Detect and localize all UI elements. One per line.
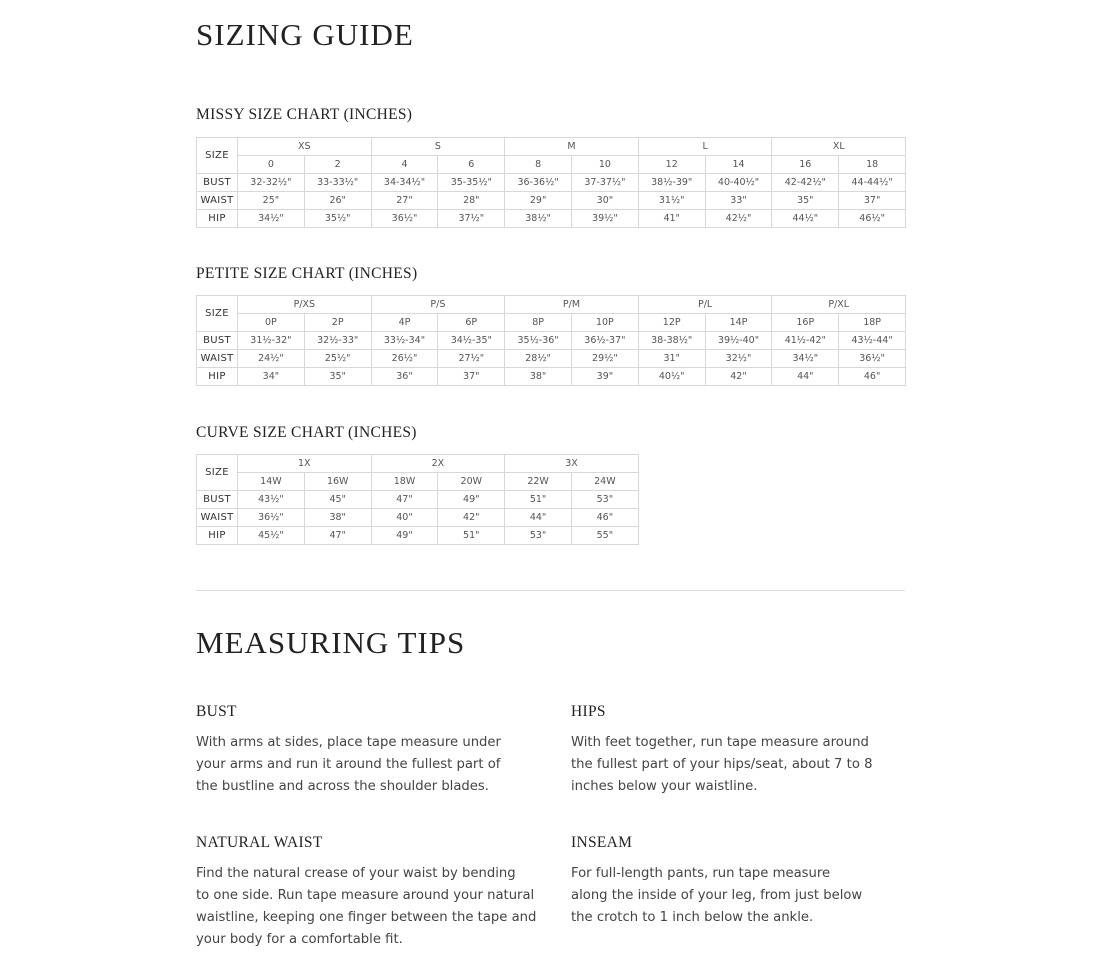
size-group-cell: 3X: [505, 455, 639, 473]
measurement-cell: 40-40½": [705, 174, 772, 192]
section-divider: [196, 590, 905, 591]
measurement-cell: 36": [371, 368, 438, 386]
curve-size-table: [196, 454, 639, 545]
measurement-cell: 28½": [505, 350, 572, 368]
size-number-cell: 12: [638, 156, 705, 174]
tip-text-inseam: [571, 863, 911, 929]
measurement-cell: 36½": [839, 350, 906, 368]
size-number-row: [197, 473, 639, 491]
measurement-cell: 35-35½": [438, 174, 505, 192]
measurement-cell: 40": [371, 509, 438, 527]
size-header: SIZE: [197, 138, 238, 174]
size-number-cell: 6: [438, 156, 505, 174]
size-number-cell: 8P: [505, 314, 572, 332]
tip-title-inseam: INSEAM: [571, 834, 633, 851]
size-number-cell: 14W: [238, 473, 305, 491]
measurement-cell: 32½": [705, 350, 772, 368]
measurement-row: [197, 174, 906, 192]
tip-text-natural-waist: [196, 863, 556, 951]
measurement-cell: 45": [304, 491, 371, 509]
tip-line: your arms and run it around the fullest part of: [196, 757, 501, 772]
curve-chart-title: CURVE SIZE CHART (INCHES): [196, 424, 417, 441]
measurement-cell: 44": [772, 368, 839, 386]
measurement-cell: 44-44½": [839, 174, 906, 192]
measurement-cell: 25": [238, 192, 305, 210]
tip-title-hips: HIPS: [571, 703, 606, 720]
measurement-cell: 29½": [571, 350, 638, 368]
measurement-label: BUST: [197, 332, 238, 350]
measurement-cell: 34½-35": [438, 332, 505, 350]
measurement-label: BUST: [197, 491, 238, 509]
measurement-cell: 38": [505, 368, 572, 386]
size-number-cell: 12P: [638, 314, 705, 332]
tip-title-natural-waist: NATURAL WAIST: [196, 834, 323, 851]
tip-line: the bustline and across the shoulder blades.: [196, 779, 489, 794]
size-number-row: [197, 156, 906, 174]
measurement-row: [197, 210, 906, 228]
size-number-cell: 24W: [571, 473, 638, 491]
measurement-cell: 35": [304, 368, 371, 386]
size-number-cell: 4: [371, 156, 438, 174]
measuring-tips-title: MEASURING TIPS: [196, 625, 466, 660]
tip-line: the crotch to 1 inch below the ankle.: [571, 910, 814, 925]
measurement-cell: 41": [638, 210, 705, 228]
size-group-row: [197, 296, 906, 314]
measurement-cell: 40½": [638, 368, 705, 386]
measurement-cell: 25½": [304, 350, 371, 368]
measurement-cell: 36½": [238, 509, 305, 527]
measurement-cell: 43½-44": [839, 332, 906, 350]
measurement-row: [197, 350, 906, 368]
size-number-cell: 10: [572, 156, 639, 174]
size-header: SIZE: [197, 455, 238, 491]
measurement-cell: 33": [705, 192, 772, 210]
tip-line: your body for a comfortable fit.: [196, 932, 403, 947]
tip-text-bust: [196, 732, 536, 798]
measurement-cell: 38-38½": [638, 332, 705, 350]
size-number-row: [197, 314, 906, 332]
measurement-cell: 39½-40": [705, 332, 772, 350]
size-number-cell: 22W: [505, 473, 572, 491]
measurement-label: BUST: [197, 174, 238, 192]
size-number-cell: 16: [772, 156, 839, 174]
measurement-row: [197, 527, 639, 545]
measurement-cell: 26½": [371, 350, 438, 368]
measurement-cell: 49": [371, 527, 438, 545]
size-number-cell: 18P: [839, 314, 906, 332]
measurement-cell: 31½": [638, 192, 705, 210]
measurement-cell: 34-34½": [371, 174, 438, 192]
size-number-cell: 8: [505, 156, 572, 174]
measurement-label: HIP: [197, 210, 238, 228]
measurement-label: HIP: [197, 527, 238, 545]
measurement-cell: 39½": [572, 210, 639, 228]
measurement-cell: 37": [438, 368, 505, 386]
size-number-cell: 20W: [438, 473, 505, 491]
measurement-row: [197, 491, 639, 509]
measurement-cell: 45½": [238, 527, 305, 545]
measurement-label: WAIST: [197, 350, 238, 368]
measurement-cell: 36-36½": [505, 174, 572, 192]
measurement-row: [197, 509, 639, 527]
size-number-cell: 4P: [371, 314, 438, 332]
measurement-cell: 46": [839, 368, 906, 386]
petite-chart-title: PETITE SIZE CHART (INCHES): [196, 265, 418, 282]
size-group-cell: P/M: [505, 296, 639, 314]
measurement-label: WAIST: [197, 509, 238, 527]
missy-chart-title: MISSY SIZE CHART (INCHES): [196, 106, 413, 123]
measurement-cell: 32-32½": [238, 174, 305, 192]
size-group-cell: 2X: [371, 455, 505, 473]
size-number-cell: 16P: [772, 314, 839, 332]
tip-line: Find the natural crease of your waist by bending: [196, 866, 516, 881]
size-number-cell: 0: [238, 156, 305, 174]
size-group-row: [197, 455, 639, 473]
size-group-cell: P/L: [638, 296, 772, 314]
measurement-cell: 35": [772, 192, 839, 210]
measurement-cell: 42": [438, 509, 505, 527]
measurement-cell: 28": [438, 192, 505, 210]
size-header: SIZE: [197, 296, 238, 332]
measurement-cell: 34": [238, 368, 305, 386]
measurement-cell: 46": [571, 509, 638, 527]
measurement-cell: 35½-36": [505, 332, 572, 350]
size-number-cell: 14: [705, 156, 772, 174]
size-group-cell: M: [505, 138, 639, 156]
measurement-cell: 32½-33": [304, 332, 371, 350]
measurement-row: [197, 368, 906, 386]
tip-line: With arms at sides, place tape measure under: [196, 735, 501, 750]
size-group-cell: XL: [772, 138, 906, 156]
measurement-cell: 55": [571, 527, 638, 545]
tip-line: the fullest part of your hips/seat, about 7 to 8: [571, 757, 873, 772]
measurement-cell: 33½-34": [371, 332, 438, 350]
measurement-cell: 42-42½": [772, 174, 839, 192]
measurement-cell: 26": [304, 192, 371, 210]
measurement-cell: 37": [839, 192, 906, 210]
measurement-cell: 44": [505, 509, 572, 527]
size-number-cell: 6P: [438, 314, 505, 332]
measurement-cell: 24½": [238, 350, 305, 368]
measurement-row: [197, 332, 906, 350]
page-title: SIZING GUIDE: [196, 17, 414, 52]
size-number-cell: 14P: [705, 314, 772, 332]
measurement-label: WAIST: [197, 192, 238, 210]
size-group-cell: P/XS: [238, 296, 372, 314]
measurement-cell: 51": [505, 491, 572, 509]
measurement-cell: 34½": [238, 210, 305, 228]
measurement-cell: 43½": [238, 491, 305, 509]
measurement-cell: 42½": [705, 210, 772, 228]
measurement-cell: 46½": [839, 210, 906, 228]
measurement-cell: 47": [371, 491, 438, 509]
measurement-label: HIP: [197, 368, 238, 386]
measurement-cell: 42": [705, 368, 772, 386]
tip-line: With feet together, run tape measure around: [571, 735, 869, 750]
size-number-cell: 2P: [304, 314, 371, 332]
measurement-cell: 36½-37": [571, 332, 638, 350]
measurement-row: [197, 192, 906, 210]
measurement-cell: 47": [304, 527, 371, 545]
size-number-cell: 18W: [371, 473, 438, 491]
measurement-cell: 53": [505, 527, 572, 545]
measurement-cell: 51": [438, 527, 505, 545]
measurement-cell: 27½": [438, 350, 505, 368]
petite-size-table: [196, 295, 906, 386]
tip-title-bust: BUST: [196, 703, 237, 720]
measurement-cell: 27": [371, 192, 438, 210]
size-group-cell: S: [371, 138, 505, 156]
size-group-cell: XS: [238, 138, 372, 156]
tip-line: inches below your waistline.: [571, 779, 758, 794]
measurement-cell: 37-37½": [572, 174, 639, 192]
missy-size-table: [196, 137, 906, 228]
size-number-cell: 2: [304, 156, 371, 174]
tip-text-hips: [571, 732, 911, 798]
size-group-cell: L: [638, 138, 772, 156]
measurement-cell: 36½": [371, 210, 438, 228]
size-number-cell: 0P: [238, 314, 305, 332]
tip-line: waistline, keeping one finger between the tape and: [196, 910, 537, 925]
tip-line: to one side. Run tape measure around your natural: [196, 888, 535, 903]
size-group-row: [197, 138, 906, 156]
measurement-cell: 49": [438, 491, 505, 509]
measurement-cell: 35½": [304, 210, 371, 228]
size-number-cell: 16W: [304, 473, 371, 491]
size-number-cell: 18: [839, 156, 906, 174]
measurement-cell: 31½-32": [238, 332, 305, 350]
measurement-cell: 53": [571, 491, 638, 509]
tip-line: along the inside of your leg, from just below: [571, 888, 863, 903]
measurement-cell: 33-33½": [304, 174, 371, 192]
tip-line: For full-length pants, run tape measure: [571, 866, 831, 881]
measurement-cell: 38": [304, 509, 371, 527]
measurement-cell: 38½": [505, 210, 572, 228]
size-group-cell: P/XL: [772, 296, 906, 314]
measurement-cell: 39": [571, 368, 638, 386]
measurement-cell: 31": [638, 350, 705, 368]
measurement-cell: 30": [572, 192, 639, 210]
measurement-cell: 37½": [438, 210, 505, 228]
measurement-cell: 29": [505, 192, 572, 210]
measurement-cell: 34½": [772, 350, 839, 368]
size-number-cell: 10P: [571, 314, 638, 332]
size-group-cell: P/S: [371, 296, 505, 314]
measurement-cell: 44½": [772, 210, 839, 228]
size-group-cell: 1X: [238, 455, 372, 473]
measurement-cell: 38½-39": [638, 174, 705, 192]
measurement-cell: 41½-42": [772, 332, 839, 350]
